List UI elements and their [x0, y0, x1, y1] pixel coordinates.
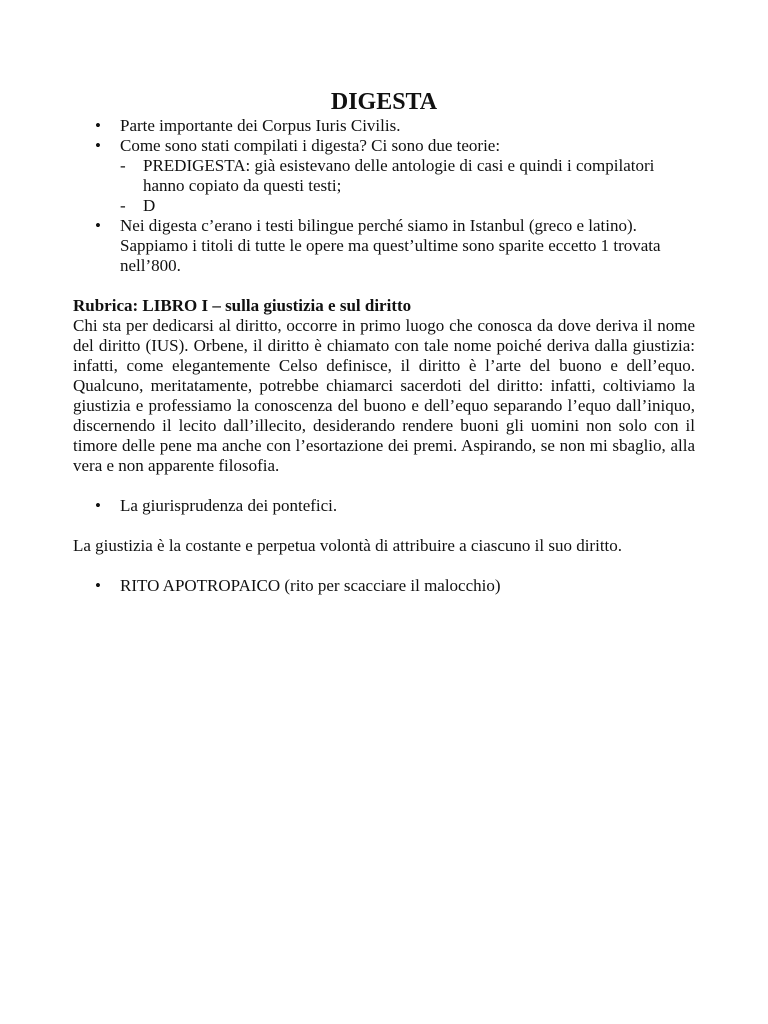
theory-text: PREDIGESTA: già esistevano delle antologie di casi e quindi i compilatori hanno copiato da questi testi;	[143, 156, 655, 195]
bullet-icon: •	[95, 496, 101, 515]
bullet-icon: •	[95, 576, 101, 595]
list-item	[73, 496, 695, 516]
theory-text: D	[143, 196, 156, 215]
spacer	[73, 516, 695, 536]
bullet-text: La giurisprudenza dei pontefici.	[120, 496, 338, 515]
section-paragraph: Chi sta per dedicarsi al diritto, occorre in primo luogo che conosca da dove deriva il nome del diritto (IUS). Orbene, il diritto è chiamato con tale nome poiché deriva dalla giustizia: infatti, come elegantemente Celso definisce, il diritto è l’arte del buono e dell’equo. Qualcuno, meritatamente, potrebbe chiamarci sacerdoti del diritto: infatti, coltiviamo la giustizia e professiamo la conoscenza del buono e dell’equo separando l’equo dall’iniquo, discernendo il lecito dall’illecito, desiderando rendere buoni gli uomini non solo con il timore delle pene ma anche con l’esortazione dei premi. Aspirando, se non mi sbaglio, alla vera e non apparente filosofia.	[73, 316, 695, 475]
document-title: DIGESTA	[330, 89, 438, 115]
document-page	[73, 88, 695, 596]
bottom-bullet-list	[73, 576, 695, 596]
list-item	[120, 156, 695, 196]
spacer	[73, 556, 695, 576]
theories-list	[120, 156, 695, 216]
list-item	[73, 576, 695, 596]
bullet-icon: •	[95, 216, 101, 235]
bullet-text: Nei digesta c’erano i testi bilingue perché siamo in Istanbul (greco e latino). Sappiamo i titoli di tutte le opere ma quest’ultime sono sparite eccetto 1 trovata nell’800.	[120, 216, 661, 275]
list-item	[73, 216, 695, 276]
dash-icon: -	[120, 156, 126, 175]
list-item	[73, 116, 695, 136]
list-item	[120, 196, 695, 216]
bullet-text: Parte importante dei Corpus Iuris Civilis.	[120, 116, 401, 135]
definition-paragraph: La giustizia è la costante e perpetua volontà di attribuire a ciascuno il suo diritto.	[73, 536, 623, 555]
section-heading: Rubrica: LIBRO I – sulla giustizia e sul diritto	[73, 296, 412, 315]
middle-bullet-list	[73, 496, 695, 516]
bullet-text: Come sono stati compilati i digesta? Ci sono due teorie:	[120, 136, 501, 155]
top-bullet-list	[73, 116, 695, 276]
dash-icon: -	[120, 196, 126, 215]
bullet-text: RITO APOTROPAICO (rito per scacciare il malocchio)	[120, 576, 501, 595]
list-item	[73, 136, 695, 216]
spacer	[73, 476, 695, 496]
bullet-icon: •	[95, 136, 101, 155]
bullet-icon: •	[95, 116, 101, 135]
